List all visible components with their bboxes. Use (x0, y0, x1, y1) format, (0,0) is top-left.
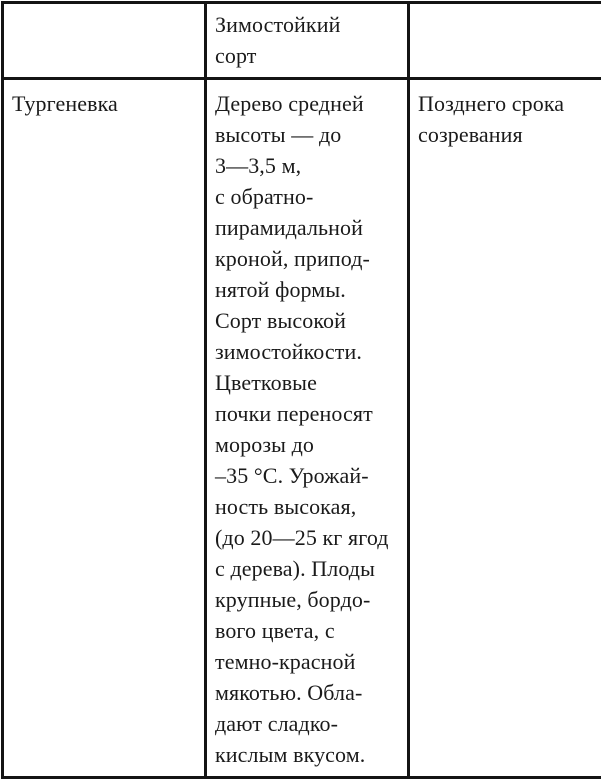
text-line: высоты — до (215, 119, 401, 150)
text-line: кислым вкусом. (215, 739, 401, 770)
cell-ripening-period-text (410, 80, 601, 156)
text-line: 3—3,5 м, (215, 150, 401, 181)
cell-variety-name-text (4, 80, 204, 125)
cell-variety-name (3, 79, 206, 778)
text-line: дают сладко- (215, 708, 401, 739)
text-line: ность высокая, (215, 491, 401, 522)
cell-description-text (207, 80, 407, 776)
text-line: Зимостойкий (215, 9, 401, 40)
text-line: крупные, бордо- (215, 584, 401, 615)
text-line: созревания (418, 119, 601, 150)
header-cell-variety-text (4, 4, 204, 71)
text-line: (до 20—25 кг ягод (215, 522, 401, 553)
text-line: Тургеневка (12, 88, 198, 119)
text-line: зимостойкости. (215, 336, 401, 367)
text-line: морозы до (215, 429, 401, 460)
text-line: с обратно- (215, 181, 401, 212)
text-line: сорт (215, 40, 401, 71)
cell-description (206, 79, 409, 778)
table-row (3, 79, 601, 778)
text-line: мякотью. Обла- (215, 677, 401, 708)
text-line: Цветковые (215, 367, 401, 398)
text-line: Сорт высокой (215, 305, 401, 336)
text-line: нятой формы. (215, 274, 401, 305)
text-line: –35 °С. Урожай- (215, 460, 401, 491)
data-table (1, 1, 601, 779)
header-cell-ripening (409, 3, 601, 79)
cell-ripening-period (409, 79, 601, 778)
header-cell-ripening-text (410, 4, 601, 71)
header-cell-hardiness (206, 3, 409, 79)
text-line: Дерево средней (215, 88, 401, 119)
text-line: пирамидальной (215, 212, 401, 243)
text-line: с дерева). Плоды (215, 553, 401, 584)
header-cell-variety (3, 3, 206, 79)
text-line: почки переносят (215, 398, 401, 429)
table-header-row (3, 3, 601, 79)
header-cell-hardiness-text (207, 4, 407, 77)
text-line: темно-красной (215, 646, 401, 677)
text-line: Позднего срока (418, 88, 601, 119)
text-line: вого цвета, с (215, 615, 401, 646)
text-line: кроной, припод- (215, 243, 401, 274)
